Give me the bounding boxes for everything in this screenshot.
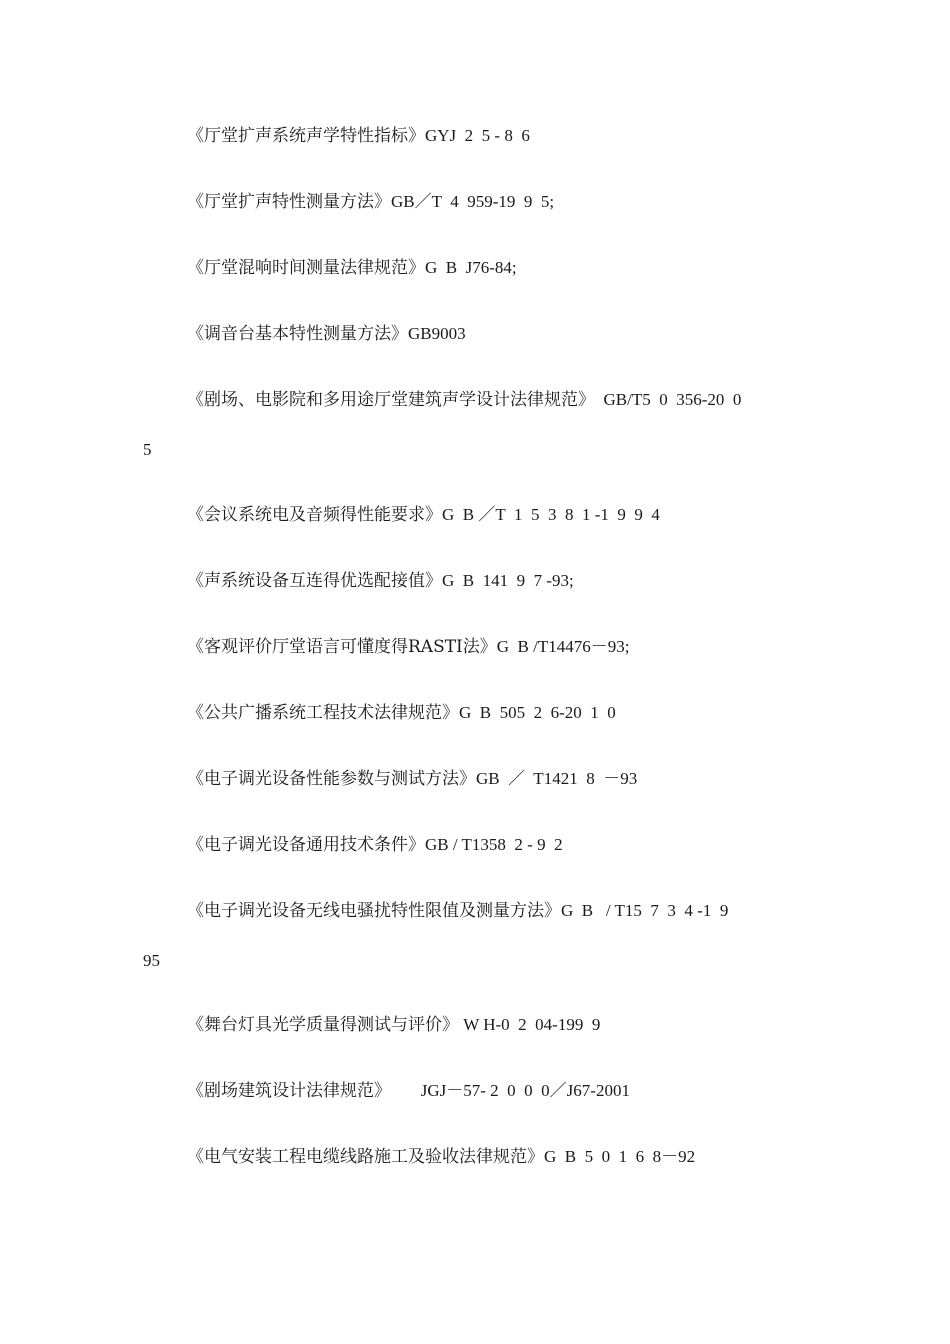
standard-entry <box>143 828 823 862</box>
standard-code: G B ／T 1 5 3 8 1 -1 9 9 4 <box>442 505 660 524</box>
standard-code: G B / T15 7 3 4 -1 9 <box>561 901 729 920</box>
standard-entry <box>143 1140 823 1174</box>
standard-code: G B 5 0 1 6 8－92 <box>544 1147 696 1166</box>
standard-code-continuation: 95 <box>143 951 160 970</box>
standard-title: 《会议系统电及音频得性能要求》 <box>187 505 442 525</box>
standard-title: 《电气安装工程电缆线路施工及验收法律规范》 <box>187 1147 544 1167</box>
standard-title: 《厅堂扩声特性测量方法》 <box>187 192 391 212</box>
standard-code: G B 141 9 7 -93; <box>442 571 574 590</box>
standard-entry <box>143 498 823 532</box>
standard-entry <box>143 251 823 285</box>
standard-code: GB／T 4 959-19 9 5; <box>391 192 555 211</box>
standard-code: G B J76-84; <box>425 258 517 277</box>
standard-code: GB / T1358 2 - 9 2 <box>425 835 563 854</box>
standard-entry <box>143 317 823 351</box>
standard-code: G B /T14476－93; <box>496 637 630 656</box>
standard-code: JGJ－57- 2 0 0 0／J67-2001 <box>391 1081 630 1100</box>
standard-entry <box>143 762 823 796</box>
standard-code: GB/T5 0 356-20 0 <box>595 390 742 409</box>
standard-entry <box>143 383 823 467</box>
standard-entry <box>143 894 823 978</box>
standard-entry <box>143 1074 823 1108</box>
standard-code-continuation: 5 <box>143 440 152 459</box>
standard-title: 《舞台灯具光学质量得测试与评价》 <box>187 1015 459 1035</box>
standard-code: GB ／ T1421 8 －93 <box>476 769 638 788</box>
standard-entry <box>143 185 823 219</box>
standard-title: 《厅堂扩声系统声学特性指标》 <box>187 126 425 146</box>
standard-title: 《剧场建筑设计法律规范》 <box>187 1081 391 1101</box>
standard-code: W H-0 2 04-199 9 <box>459 1015 601 1034</box>
standard-entry <box>143 630 823 664</box>
standard-entry <box>143 696 823 730</box>
standard-entry <box>143 564 823 598</box>
standard-title: 《公共广播系统工程技术法律规范》 <box>187 703 459 723</box>
standard-title: 《电子调光设备通用技术条件》 <box>187 835 425 855</box>
standard-title: 《客观评价厅堂语言可懂度得RASTI法》 <box>187 637 497 657</box>
standard-title: 《电子调光设备性能参数与测试方法》 <box>187 769 476 789</box>
standard-code: G B 505 2 6-20 1 0 <box>459 703 616 722</box>
standard-code: GYJ 2 5 - 8 6 <box>425 126 530 145</box>
standard-title: 《声系统设备互连得优选配接值》 <box>187 571 442 591</box>
standard-title: 《厅堂混响时间测量法律规范》 <box>187 258 425 278</box>
standard-title: 《调音台基本特性测量方法》 <box>187 324 408 344</box>
standard-title: 《电子调光设备无线电骚扰特性限值及测量方法》 <box>187 901 561 921</box>
standard-entry <box>143 1008 823 1042</box>
standard-entry <box>143 119 823 153</box>
standard-code: GB9003 <box>408 324 466 343</box>
standard-title: 《剧场、电影院和多用途厅堂建筑声学设计法律规范》 <box>187 390 595 410</box>
